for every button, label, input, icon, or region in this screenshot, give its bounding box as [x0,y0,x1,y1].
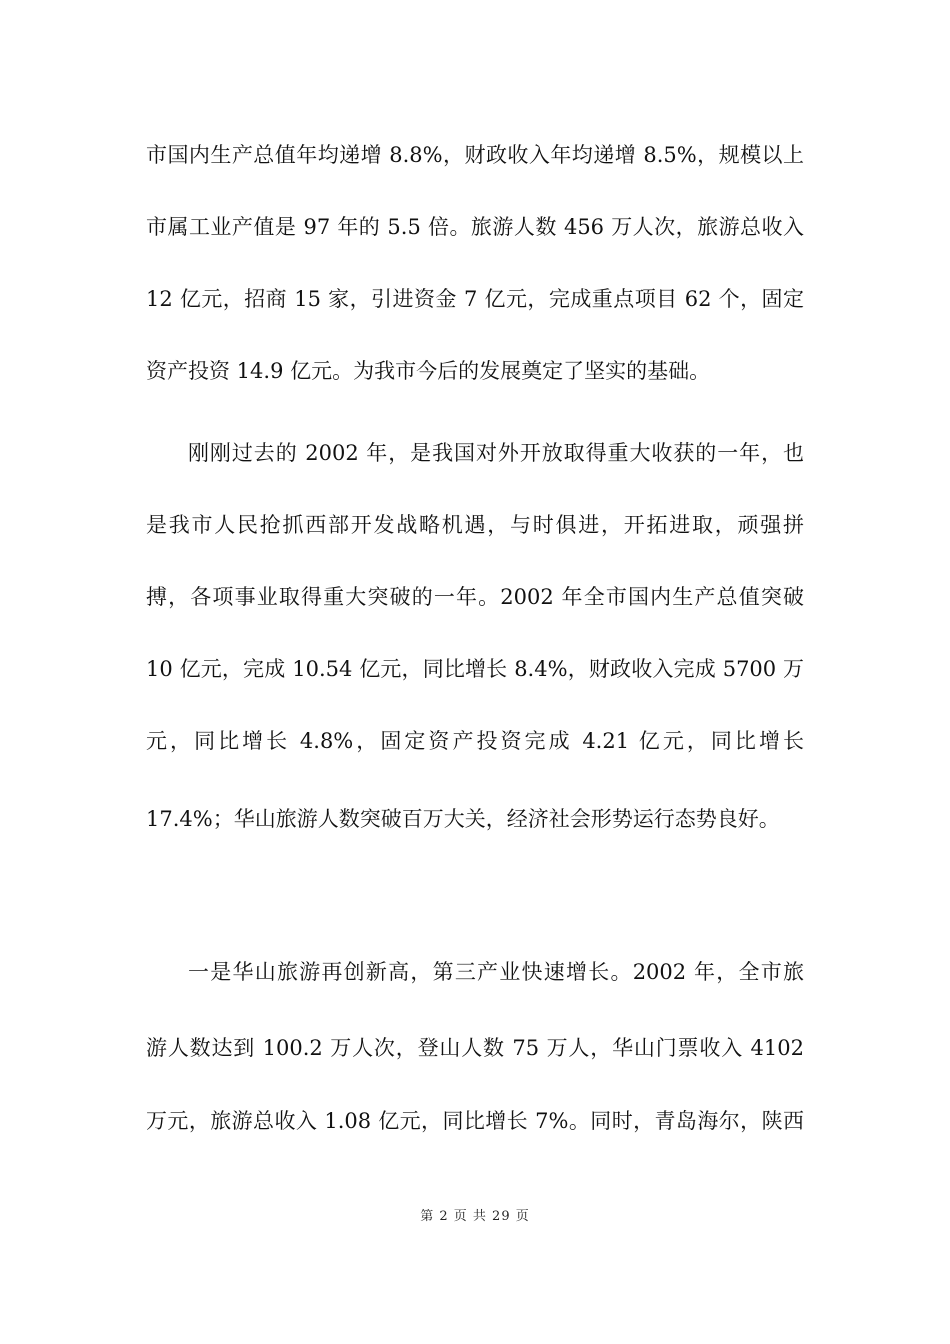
paragraph-line: 一是华山旅游再创新高，第三产业快速增长。2002 年，全市旅 [188,960,804,984]
paragraph-line: 刚刚过去的 2002 年，是我国对外开放取得重大收获的一年，也 [188,441,804,465]
paragraph-line: 元，同比增长 4.8%，固定资产投资完成 4.21 亿元，同比增长 [146,729,804,753]
page-number-footer: 第 2 页 共 29 页 [420,1209,530,1224]
paragraph-line: 游人数达到 100.2 万人次，登山人数 75 万人，华山门票收入 4102 [146,1036,804,1060]
paragraph-line: 搏，各项事业取得重大突破的一年。2002 年全市国内生产总值突破 [146,585,804,609]
paragraph-line: 是我市人民抢抓西部开发战略机遇，与时俱进，开拓进取，顽强拼 [146,513,804,537]
paragraph-line: 万元，旅游总收入 1.08 亿元，同比增长 7%。同时，青岛海尔，陕西 [146,1109,804,1133]
paragraph-line: 17.4%；华山旅游人数突破百万大关，经济社会形势运行态势良好。 [146,807,780,831]
paragraph-line: 市国内生产总值年均递增 8.8%，财政收入年均递增 8.5%，规模以上 [146,143,804,167]
paragraph-line: 12 亿元，招商 15 家，引进资金 7 亿元，完成重点项目 62 个，固定 [146,287,804,311]
paragraph-line: 10 亿元，完成 10.54 亿元，同比增长 8.4%，财政收入完成 5700 万 [146,657,804,681]
paragraph-line: 资产投资 14.9 亿元。为我市今后的发展奠定了坚实的基础。 [146,359,711,383]
paragraph-line: 市属工业产值是 97 年的 5.5 倍。旅游人数 456 万人次，旅游总收入 [146,215,804,239]
